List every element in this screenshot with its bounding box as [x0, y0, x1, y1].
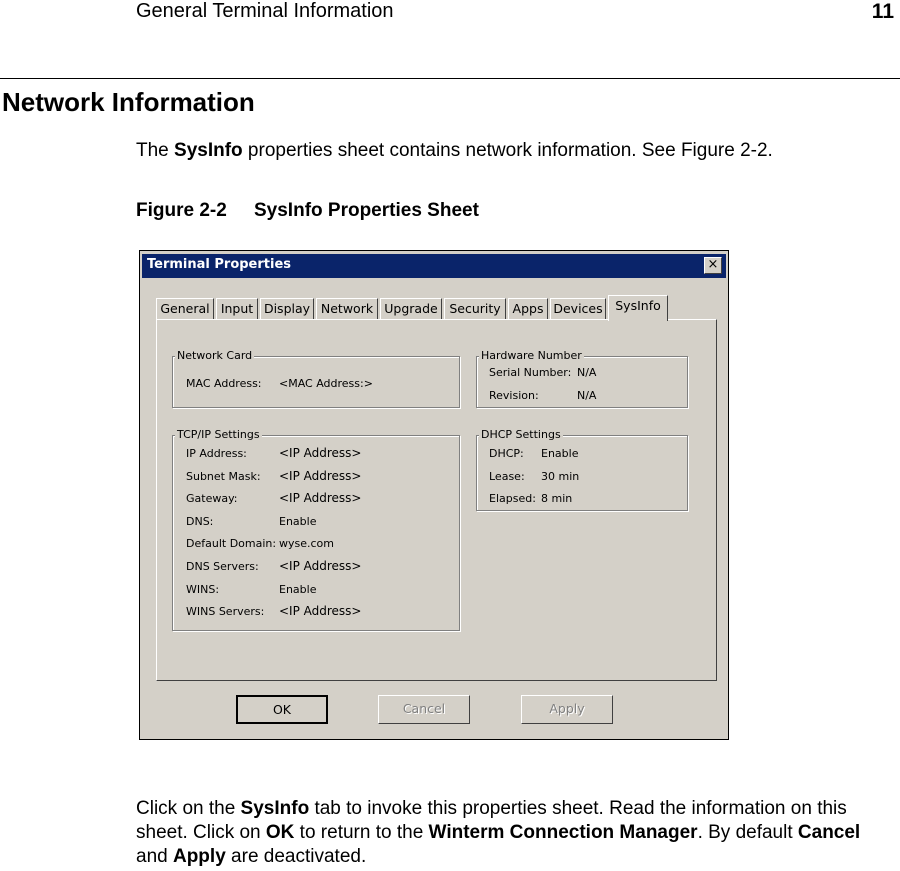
- header-rule: [0, 78, 900, 79]
- tab-network[interactable]: Network: [316, 298, 378, 319]
- ip-address-value: <IP Address>: [279, 446, 362, 460]
- page-number: 11: [871, 0, 894, 23]
- ip-address-label: IP Address:: [186, 447, 247, 460]
- wins-servers-value: <IP Address>: [279, 604, 362, 618]
- default-domain-value: wyse.com: [279, 537, 334, 550]
- tab-security[interactable]: Security: [444, 298, 506, 319]
- mac-address-value: <MAC Address:>: [279, 377, 373, 390]
- section-title: Network Information: [2, 87, 255, 117]
- cancel-button[interactable]: Cancel: [378, 695, 470, 724]
- close-icon: ×: [707, 257, 719, 272]
- hardware-number-title: Hardware Number: [481, 349, 582, 362]
- gateway-label: Gateway:: [186, 492, 238, 505]
- lease-label: Lease:: [489, 470, 525, 483]
- dhcp-settings-group: [476, 428, 688, 511]
- wins-label: WINS:: [186, 583, 220, 596]
- dhcp-value: Enable: [541, 447, 579, 460]
- elapsed-value: 8 min: [541, 492, 573, 505]
- terminal-properties-dialog: [139, 250, 729, 740]
- default-domain-label: Default Domain:: [186, 537, 277, 550]
- tab-display[interactable]: Display: [260, 298, 314, 319]
- dns-label: DNS:: [186, 515, 214, 528]
- hardware-number-group: [476, 349, 688, 408]
- dialog-titlebar[interactable]: [142, 254, 726, 278]
- tab-upgrade[interactable]: Upgrade: [380, 298, 442, 319]
- dialog-title: Terminal Properties: [147, 257, 292, 272]
- figure-label: Figure 2-2: [136, 200, 227, 221]
- closing-paragraph: Click on the SysInfo tab to invoke this properties sheet. Read the information on this sheet. Click on OK to return to the Winterm Connection Manager. By default Cancel and Apply are deactivated.: [136, 798, 861, 867]
- tab-sysinfo[interactable]: SysInfo: [608, 295, 668, 321]
- dns-servers-label: DNS Servers:: [186, 560, 259, 573]
- lease-value: 30 min: [541, 470, 580, 483]
- sysinfo-panel: [156, 319, 717, 681]
- subnet-mask-value: <IP Address>: [279, 469, 362, 483]
- elapsed-label: Elapsed:: [489, 492, 536, 505]
- tab-apps[interactable]: Apps: [508, 298, 548, 319]
- network-card-title: Network Card: [177, 349, 253, 362]
- gateway-value: <IP Address>: [279, 491, 362, 505]
- figure-caption: [136, 200, 479, 222]
- dns-value: Enable: [279, 515, 317, 528]
- dhcp-label: DHCP:: [489, 447, 524, 460]
- subnet-mask-label: Subnet Mask:: [186, 470, 261, 483]
- figure-title: SysInfo Properties Sheet: [254, 200, 479, 221]
- intro-paragraph: The SysInfo properties sheet contains network information. See Figure 2-2.: [136, 140, 773, 161]
- serial-number-label: Serial Number:: [489, 366, 572, 379]
- serial-number-value: N/A: [577, 366, 597, 379]
- wins-value: Enable: [279, 583, 317, 596]
- wins-servers-label: WINS Servers:: [186, 605, 265, 618]
- mac-address-label: MAC Address:: [186, 377, 262, 390]
- tcpip-settings-title: TCP/IP Settings: [177, 428, 260, 441]
- close-button[interactable]: [704, 257, 722, 274]
- tab-devices[interactable]: Devices: [550, 298, 606, 319]
- tab-general[interactable]: General: [156, 298, 214, 319]
- revision-value: N/A: [577, 389, 597, 402]
- ok-button[interactable]: OK: [236, 695, 328, 724]
- apply-button[interactable]: Apply: [521, 695, 613, 724]
- tab-input[interactable]: Input: [216, 298, 258, 319]
- running-header-title: General Terminal Information: [136, 0, 394, 22]
- network-card-group: [172, 349, 460, 408]
- dns-servers-value: <IP Address>: [279, 559, 362, 573]
- revision-label: Revision:: [489, 389, 539, 402]
- tcpip-settings-group: [172, 428, 460, 631]
- dhcp-settings-title: DHCP Settings: [481, 428, 561, 441]
